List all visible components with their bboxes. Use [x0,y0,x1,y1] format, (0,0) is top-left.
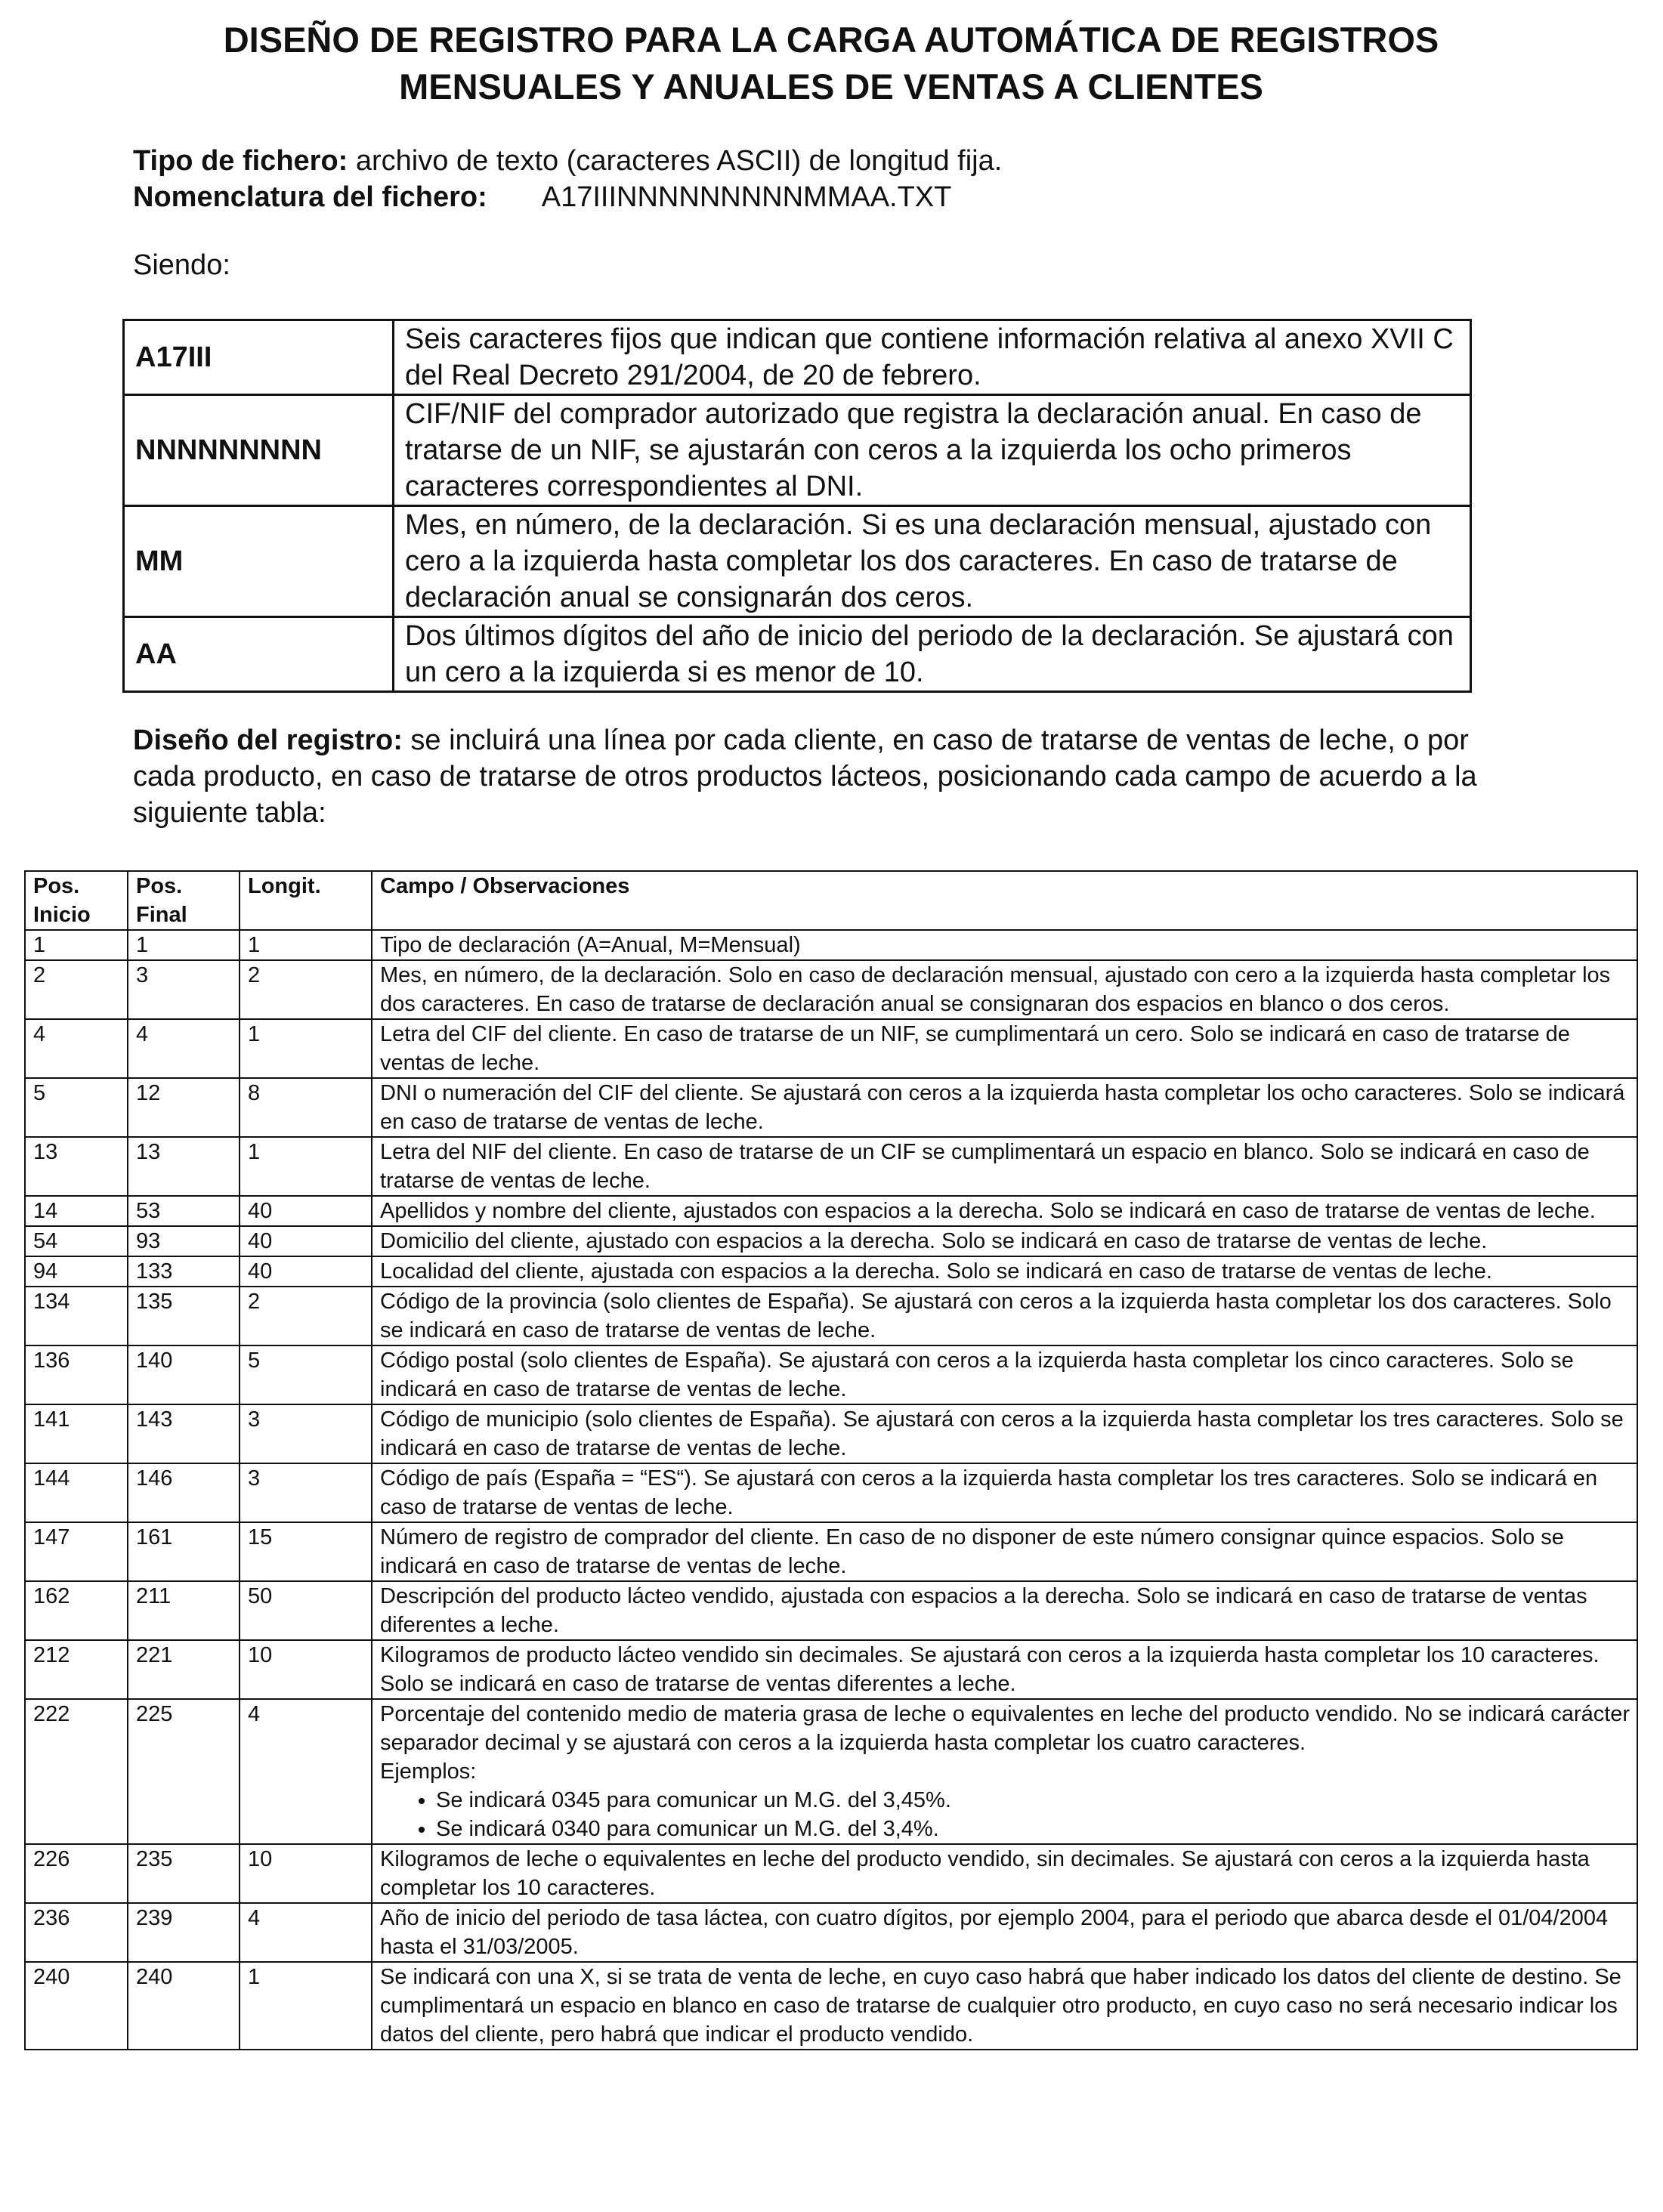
cell-pos-final: 13 [128,1137,240,1196]
table-row [25,1522,1637,1581]
cell-pos-inicio: 94 [25,1256,128,1287]
cell-longitud: 4 [240,1903,372,1962]
cell-pos-inicio: 236 [25,1903,128,1962]
cell-longitud: 8 [240,1078,372,1137]
campo-text: Porcentaje del contenido medio de materia grasa de leche o equivalentes en leche del producto vendido. No se indicará carácter separador decimal y se ajustará con ceros a la izquierda hasta completar los cuatro caracteres. [380,1702,1631,1755]
ejemplos-list [380,1786,1631,1843]
cell-campo [372,1463,1637,1522]
cell-longitud: 1 [240,1019,372,1078]
siendo-table [122,319,1472,693]
cell-longitud: 1 [240,1962,372,2050]
cell-pos-final: 4 [128,1019,240,1078]
siendo-code: AA [124,617,394,692]
cell-pos-inicio: 141 [25,1404,128,1463]
siendo-row [124,617,1471,692]
tipo-fichero-value: archivo de texto (caracteres ASCII) de longitud fija. [348,145,1003,177]
document-title [91,17,1572,110]
table-row [25,1404,1637,1463]
siendo-code: MM [124,506,394,617]
cell-pos-inicio: 1 [25,930,128,960]
ejemplo-item: • Se indicará 0345 para comunicar un M.G. del 3,45%. [436,1786,1631,1815]
cell-pos-final: 12 [128,1078,240,1137]
table-row [25,1581,1637,1640]
cell-campo [372,1844,1637,1903]
cell-pos-inicio: 144 [25,1463,128,1522]
campo-text: Descripción del producto lácteo vendido, ajustada con espacios a la derecha. Solo se indicará en caso de tratarse de ventas diferentes a leche. [380,1584,1587,1637]
cell-pos-final: 240 [128,1962,240,2050]
cell-longitud: 1 [240,930,372,960]
table-row [25,960,1637,1019]
cell-campo [372,1345,1637,1404]
cell-campo [372,1699,1637,1844]
table-row [25,1019,1637,1078]
siendo-description: CIF/NIF del comprador autorizado que registra la declaración anual. En caso de tratarse de un NIF, se ajustarán con ceros a la izquierda los ocho primeros caracteres correspondientes al DNI. [394,395,1471,506]
cell-longitud: 15 [240,1522,372,1581]
siendo-row [124,320,1471,395]
campo-text: Código de país (España = “ES“). Se ajustará con ceros a la izquierda hasta completar los tres caracteres. Solo se indicará en caso de tratarse de ventas de leche. [380,1466,1598,1519]
table-row [25,1226,1637,1256]
cell-campo [372,1404,1637,1463]
cell-campo [372,1226,1637,1256]
campo-text: Se indicará con una X, si se trata de venta de leche, en cuyo caso habrá que haber indicado los datos del cliente de destino. Se cumplimentará un espacio en blanco en caso de tratarse de cualquier otro producto, en cuyo caso no será necesario indicar los datos del cliente, pero habrá que indicar el producto vendido. [380,1965,1621,2047]
cell-pos-inicio: 5 [25,1078,128,1137]
tipo-fichero [133,142,1002,180]
table-row [25,1844,1637,1903]
title-line-2: MENSUALES Y ANUALES DE VENTAS A CLIENTES [399,66,1263,107]
cell-campo [372,1256,1637,1287]
cell-pos-final: 1 [128,930,240,960]
cell-campo [372,1903,1637,1962]
cell-longitud: 3 [240,1463,372,1522]
campo-text: Localidad del cliente, ajustada con espacios a la derecha. Solo se indicará en caso de tratarse de ventas de leche. [380,1259,1492,1284]
cell-longitud: 50 [240,1581,372,1640]
siendo-row [124,506,1471,617]
cell-pos-inicio: 240 [25,1962,128,2050]
campo-text: Domicilio del cliente, ajustado con espacios a la derecha. Solo se indicará en caso de tratarse de ventas de leche. [380,1229,1488,1253]
cell-campo [372,1196,1637,1226]
table-row [25,1699,1637,1844]
cell-pos-inicio: 222 [25,1699,128,1844]
campo-text: Apellidos y nombre del cliente, ajustados con espacios a la derecha. Solo se indicará en caso de tratarse de ventas de leche. [380,1199,1596,1223]
diseno-label: Diseño del registro: [133,724,403,756]
title-line-1: DISEÑO DE REGISTRO PARA LA CARGA AUTOMÁTICA DE REGISTROS [223,20,1439,60]
cell-pos-final: 143 [128,1404,240,1463]
campo-text: Código de municipio (solo clientes de España). Se ajustará con ceros a la izquierda hasta completar los tres caracteres. Solo se indicará en caso de tratarse de ventas de leche. [380,1407,1624,1460]
tipo-fichero-label: Tipo de fichero: [133,145,348,177]
siendo-description: Dos últimos dígitos del año de inicio del periodo de la declaración. Se ajustará con un cero a la izquierda si es menor de 10. [394,617,1471,692]
cell-pos-inicio: 2 [25,960,128,1019]
siendo-code: NNNNNNNNN [124,395,394,506]
campo-text: Letra del NIF del cliente. En caso de tratarse de un CIF se cumplimentará un espacio en blanco. Solo se indicará en caso de tratarse de ventas de leche. [380,1140,1590,1193]
cell-campo [372,1522,1637,1581]
cell-longitud: 5 [240,1345,372,1404]
table-row [25,1078,1637,1137]
cell-pos-final: 3 [128,960,240,1019]
cell-pos-inicio: 14 [25,1196,128,1226]
table-row [25,1345,1637,1404]
siendo-description: Mes, en número, de la declaración. Si es una declaración mensual, ajustado con cero a la izquierda hasta completar los dos caracteres. En caso de tratarse de declaración anual se consignarán dos ceros. [394,506,1471,617]
campo-text: DNI o numeración del CIF del cliente. Se ajustará con ceros a la izquierda hasta completar los ocho caracteres. Solo se indicará en caso de tratarse de ventas de leche. [380,1081,1625,1134]
cell-longitud: 2 [240,960,372,1019]
cell-pos-final: 239 [128,1903,240,1962]
header-pos-final: Pos. Final [128,871,240,930]
cell-longitud: 10 [240,1844,372,1903]
cell-pos-final: 161 [128,1522,240,1581]
cell-pos-inicio: 136 [25,1345,128,1404]
siendo-label: Siendo: [133,249,230,281]
siendo-row [124,395,1471,506]
cell-longitud: 1 [240,1137,372,1196]
cell-campo [372,1640,1637,1699]
cell-campo [372,1078,1637,1137]
header-longitud: Longit. [240,871,372,930]
cell-campo [372,930,1637,960]
cell-pos-final: 93 [128,1226,240,1256]
cell-pos-final: 225 [128,1699,240,1844]
header-pos-inicio: Pos. Inicio [25,871,128,930]
cell-pos-inicio: 13 [25,1137,128,1196]
table-row [25,1287,1637,1345]
cell-longitud: 3 [240,1404,372,1463]
siendo-description: Seis caracteres fijos que indican que contiene información relativa al anexo XVII C del Real Decreto 291/2004, de 20 de febrero. [394,320,1471,395]
cell-pos-final: 211 [128,1581,240,1640]
cell-pos-inicio: 54 [25,1226,128,1256]
cell-pos-inicio: 162 [25,1581,128,1640]
table-row [25,1903,1637,1962]
cell-pos-final: 133 [128,1256,240,1287]
nomenclatura-label: Nomenclatura del fichero: [133,181,487,213]
record-layout-table [24,870,1638,2050]
table-row [25,1196,1637,1226]
ejemplo-item: • Se indicará 0340 para comunicar un M.G. del 3,4%. [436,1815,1631,1843]
cell-longitud: 40 [240,1226,372,1256]
cell-pos-inicio: 134 [25,1287,128,1345]
cell-pos-final: 140 [128,1345,240,1404]
cell-pos-final: 146 [128,1463,240,1522]
table-header-row [25,871,1637,930]
cell-longitud: 40 [240,1256,372,1287]
cell-campo [372,1581,1637,1640]
cell-pos-inicio: 226 [25,1844,128,1903]
cell-pos-inicio: 147 [25,1522,128,1581]
campo-text: Año de inicio del periodo de tasa láctea, con cuatro dígitos, por ejemplo 2004, para el periodo que abarca desde el 01/04/2004 hasta el 31/03/2005. [380,1906,1609,1959]
cell-campo [372,1137,1637,1196]
cell-pos-inicio: 212 [25,1640,128,1699]
ejemplos-label: Ejemplos: [380,1759,477,1784]
campo-text: Letra del CIF del cliente. En caso de tratarse de un NIF, se cumplimentará un cero. Solo se indicará en caso de tratarse de ventas de leche. [380,1022,1570,1075]
cell-campo [372,1287,1637,1345]
table-row [25,1256,1637,1287]
cell-pos-final: 135 [128,1287,240,1345]
cell-campo [372,1019,1637,1078]
table-row [25,1640,1637,1699]
campo-text: Mes, en número, de la declaración. Solo en caso de declaración mensual, ajustado con cero a la izquierda hasta completar los dos caracteres. En caso de tratarse de declaración anual se consignaran dos espacios en blanco o dos ceros. [380,963,1611,1016]
campo-text: Kilogramos de leche o equivalentes en leche del producto vendido, sin decimales. Se ajustará con ceros a la izquierda hasta completar los 10 caracteres. [380,1847,1590,1900]
campo-text: Número de registro de comprador del cliente. En caso de no disponer de este número consignar quince espacios. Solo se indicará en caso de tratarse de ventas de leche. [380,1525,1564,1578]
header-campo: Campo / Observaciones [372,871,1637,930]
cell-longitud: 40 [240,1196,372,1226]
cell-campo [372,960,1637,1019]
cell-pos-final: 235 [128,1844,240,1903]
table-row [25,930,1637,960]
diseno-registro [133,722,1508,831]
siendo-code: A17III [124,320,394,395]
table-row [25,1137,1637,1196]
cell-pos-final: 221 [128,1640,240,1699]
cell-longitud: 4 [240,1699,372,1844]
campo-text: Kilogramos de producto lácteo vendido sin decimales. Se ajustará con ceros a la izquierda hasta completar los 10 caracteres. Solo se indicará en caso de tratarse de ventas diferentes a leche. [380,1643,1600,1696]
campo-text: Código de la provincia (solo clientes de España). Se ajustará con ceros a la izquierda hasta completar los dos caracteres. Solo se indicará en caso de tratarse de ventas de leche. [380,1290,1612,1342]
nomenclatura-value: A17IIINNNNNNNNNMMAA.TXT [541,181,952,213]
cell-longitud: 10 [240,1640,372,1699]
campo-text: Tipo de declaración (A=Anual, M=Mensual) [380,933,801,957]
cell-longitud: 2 [240,1287,372,1345]
diseno-text: se incluirá una línea por cada cliente, en caso de tratarse de ventas de leche, o por cada producto, en caso de tratarse de otros productos lácteos, posicionando cada campo de acuerdo a la siguiente tabla: [133,724,1477,829]
cell-campo [372,1962,1637,2050]
cell-pos-final: 53 [128,1196,240,1226]
cell-pos-inicio: 4 [25,1019,128,1078]
nomenclatura-fichero [133,178,951,216]
table-row [25,1962,1637,2050]
campo-text: Código postal (solo clientes de España). Se ajustará con ceros a la izquierda hasta completar los cinco caracteres. Solo se indicará en caso de tratarse de ventas de leche. [380,1349,1574,1401]
table-row [25,1463,1637,1522]
